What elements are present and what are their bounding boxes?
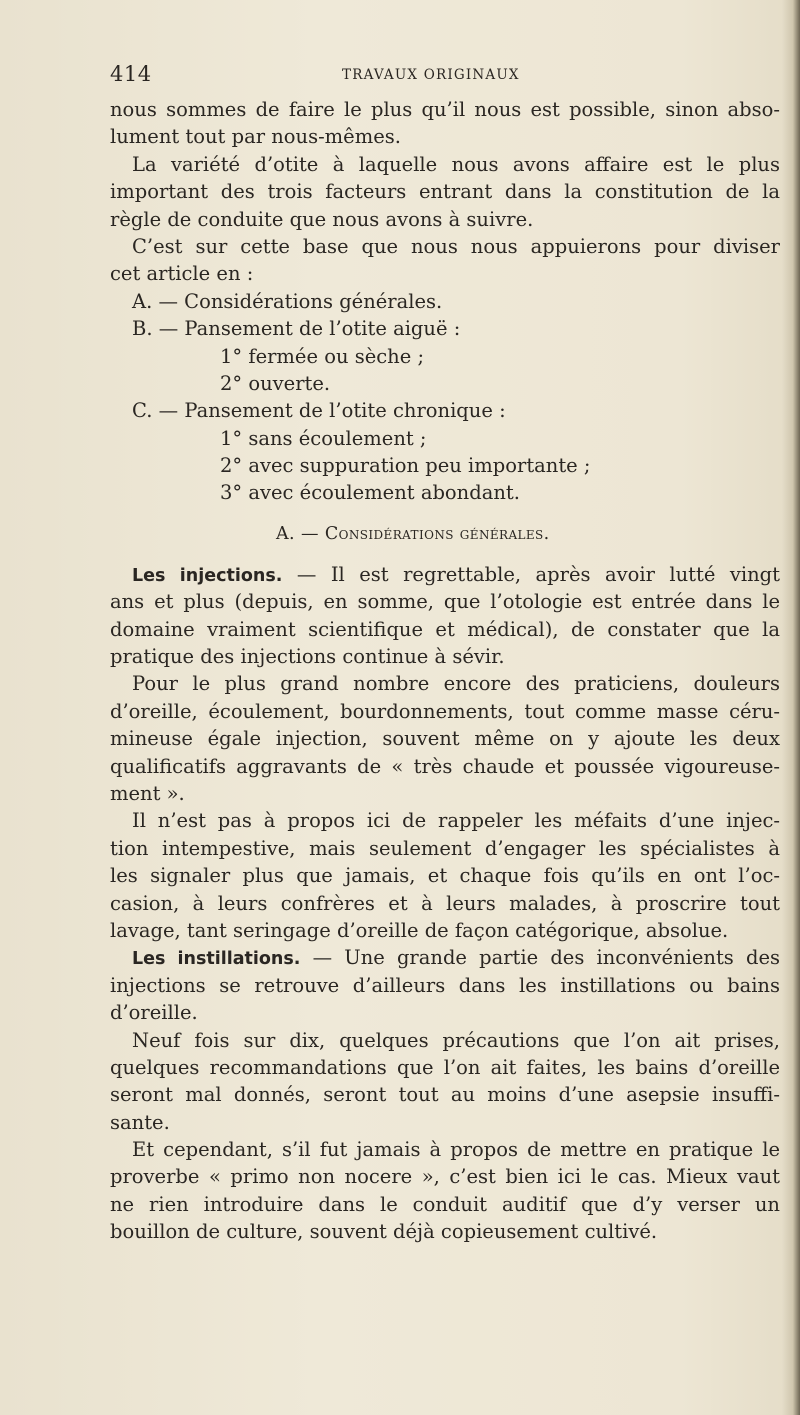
text-line: quelques recommandations que l’on ait faites, les bains d’oreille <box>110 1055 780 1079</box>
outline-subitem: 1° fermée ou sèche ; <box>220 344 425 368</box>
text-line: important des trois facteurs entrant dans la constitution de la <box>110 180 780 204</box>
text-line: lument tout par nous-mêmes. <box>110 125 401 149</box>
text-line: Pour le plus grand nombre encore des praticiens, douleurs <box>132 672 780 696</box>
text-line: Il n’est pas à propos ici de rappeler les méfaits d’une injec- <box>132 809 780 833</box>
text-line: mineuse égale injection, souvent même on y ajoute les deux <box>110 727 780 751</box>
text-line: d’oreille, écoulement, bourdonnements, tout comme masse céru- <box>110 699 780 723</box>
section-title-text: Considérations générales. <box>324 523 550 544</box>
injections-first-line: — Il est regrettable, après avoir lutté vingt <box>282 562 780 586</box>
outline-subitem: 3° avec écoulement abondant. <box>220 481 520 505</box>
outline-item-c: C. — Pansement de l’otite chronique : <box>132 399 506 423</box>
text-line: ment ». <box>110 781 185 805</box>
text-line: domaine vraiment scientifique et médical), de constater que la <box>110 617 780 641</box>
text-line: Et cependant, s’il fut jamais à propos de mettre en pratique le <box>132 1138 780 1162</box>
text-line: seront mal donnés, seront tout au moins d’une asepsie insuffi- <box>110 1083 780 1107</box>
text-line <box>110 944 780 971</box>
text-line: bouillon de culture, souvent déjà copieusement cultivé. <box>110 1220 658 1244</box>
text-line: pratique des injections continue à sévir. <box>110 645 505 669</box>
text-line <box>110 561 780 588</box>
page-number: 414 <box>110 62 152 86</box>
text-line: règle de conduite que nous avons à suivre. <box>110 207 534 231</box>
text-line: qualificatifs aggravants de « très chaude et poussée vigoureuse- <box>110 754 780 778</box>
text-line: injections se retrouve d’ailleurs dans les instillations ou bains <box>110 973 780 997</box>
text-line: La variété d’otite à laquelle nous avons affaire est le plus <box>132 152 780 176</box>
section-title <box>110 507 780 561</box>
text-line: les signaler plus que jamais, et chaque fois qu’ils en ont l’oc- <box>110 864 780 888</box>
text-line: lavage, tant seringage d’oreille de façon catégorique, absolue. <box>110 918 729 942</box>
outline-item-a: A. — Considérations générales. <box>132 289 443 313</box>
outline-subitem: 2° avec suppuration peu importante ; <box>220 454 591 478</box>
text-line: sante. <box>110 1110 170 1134</box>
text-line: nous sommes de faire le plus qu’il nous est possible, sinon abso- <box>110 98 780 121</box>
text-line: cet article en : <box>110 262 254 286</box>
body-text <box>110 96 780 1246</box>
section-title-prefix: A. — <box>276 523 325 544</box>
text-line: d’oreille. <box>110 1001 198 1025</box>
text-line: proverbe « primo non nocere », c’est bien ici le cas. Mieux vaut <box>110 1165 780 1189</box>
text-line: tion intempestive, mais seulement d’engager les spécialistes à <box>110 836 780 860</box>
outline-item-b: B. — Pansement de l’otite aiguë : <box>132 317 461 341</box>
outline-subitem: 2° ouverte. <box>220 371 331 395</box>
injections-heading: Les injections. <box>132 565 283 586</box>
text-line: casion, à leurs confrères et à leurs malades, à proscrire tout <box>110 891 780 915</box>
text-line: Neuf fois sur dix, quelques précautions que l’on ait prises, <box>132 1028 780 1052</box>
text-line: ans et plus (depuis, en somme, que l’otologie est entrée dans le <box>110 590 780 614</box>
page-edge-shadow <box>782 0 800 1415</box>
text-line: C’est sur cette base que nous nous appuierons pour diviser <box>132 234 780 258</box>
outline-subitem: 1° sans écoulement ; <box>220 426 427 450</box>
running-head: TRAVAUX ORIGINAUX <box>342 67 520 83</box>
text-line: ne rien introduire dans le conduit auditif que d’y verser un <box>110 1192 780 1216</box>
page-header <box>110 62 780 92</box>
instillations-first-line: — Une grande partie des inconvénients des <box>300 946 780 970</box>
instillations-heading: Les instillations. <box>132 949 301 970</box>
